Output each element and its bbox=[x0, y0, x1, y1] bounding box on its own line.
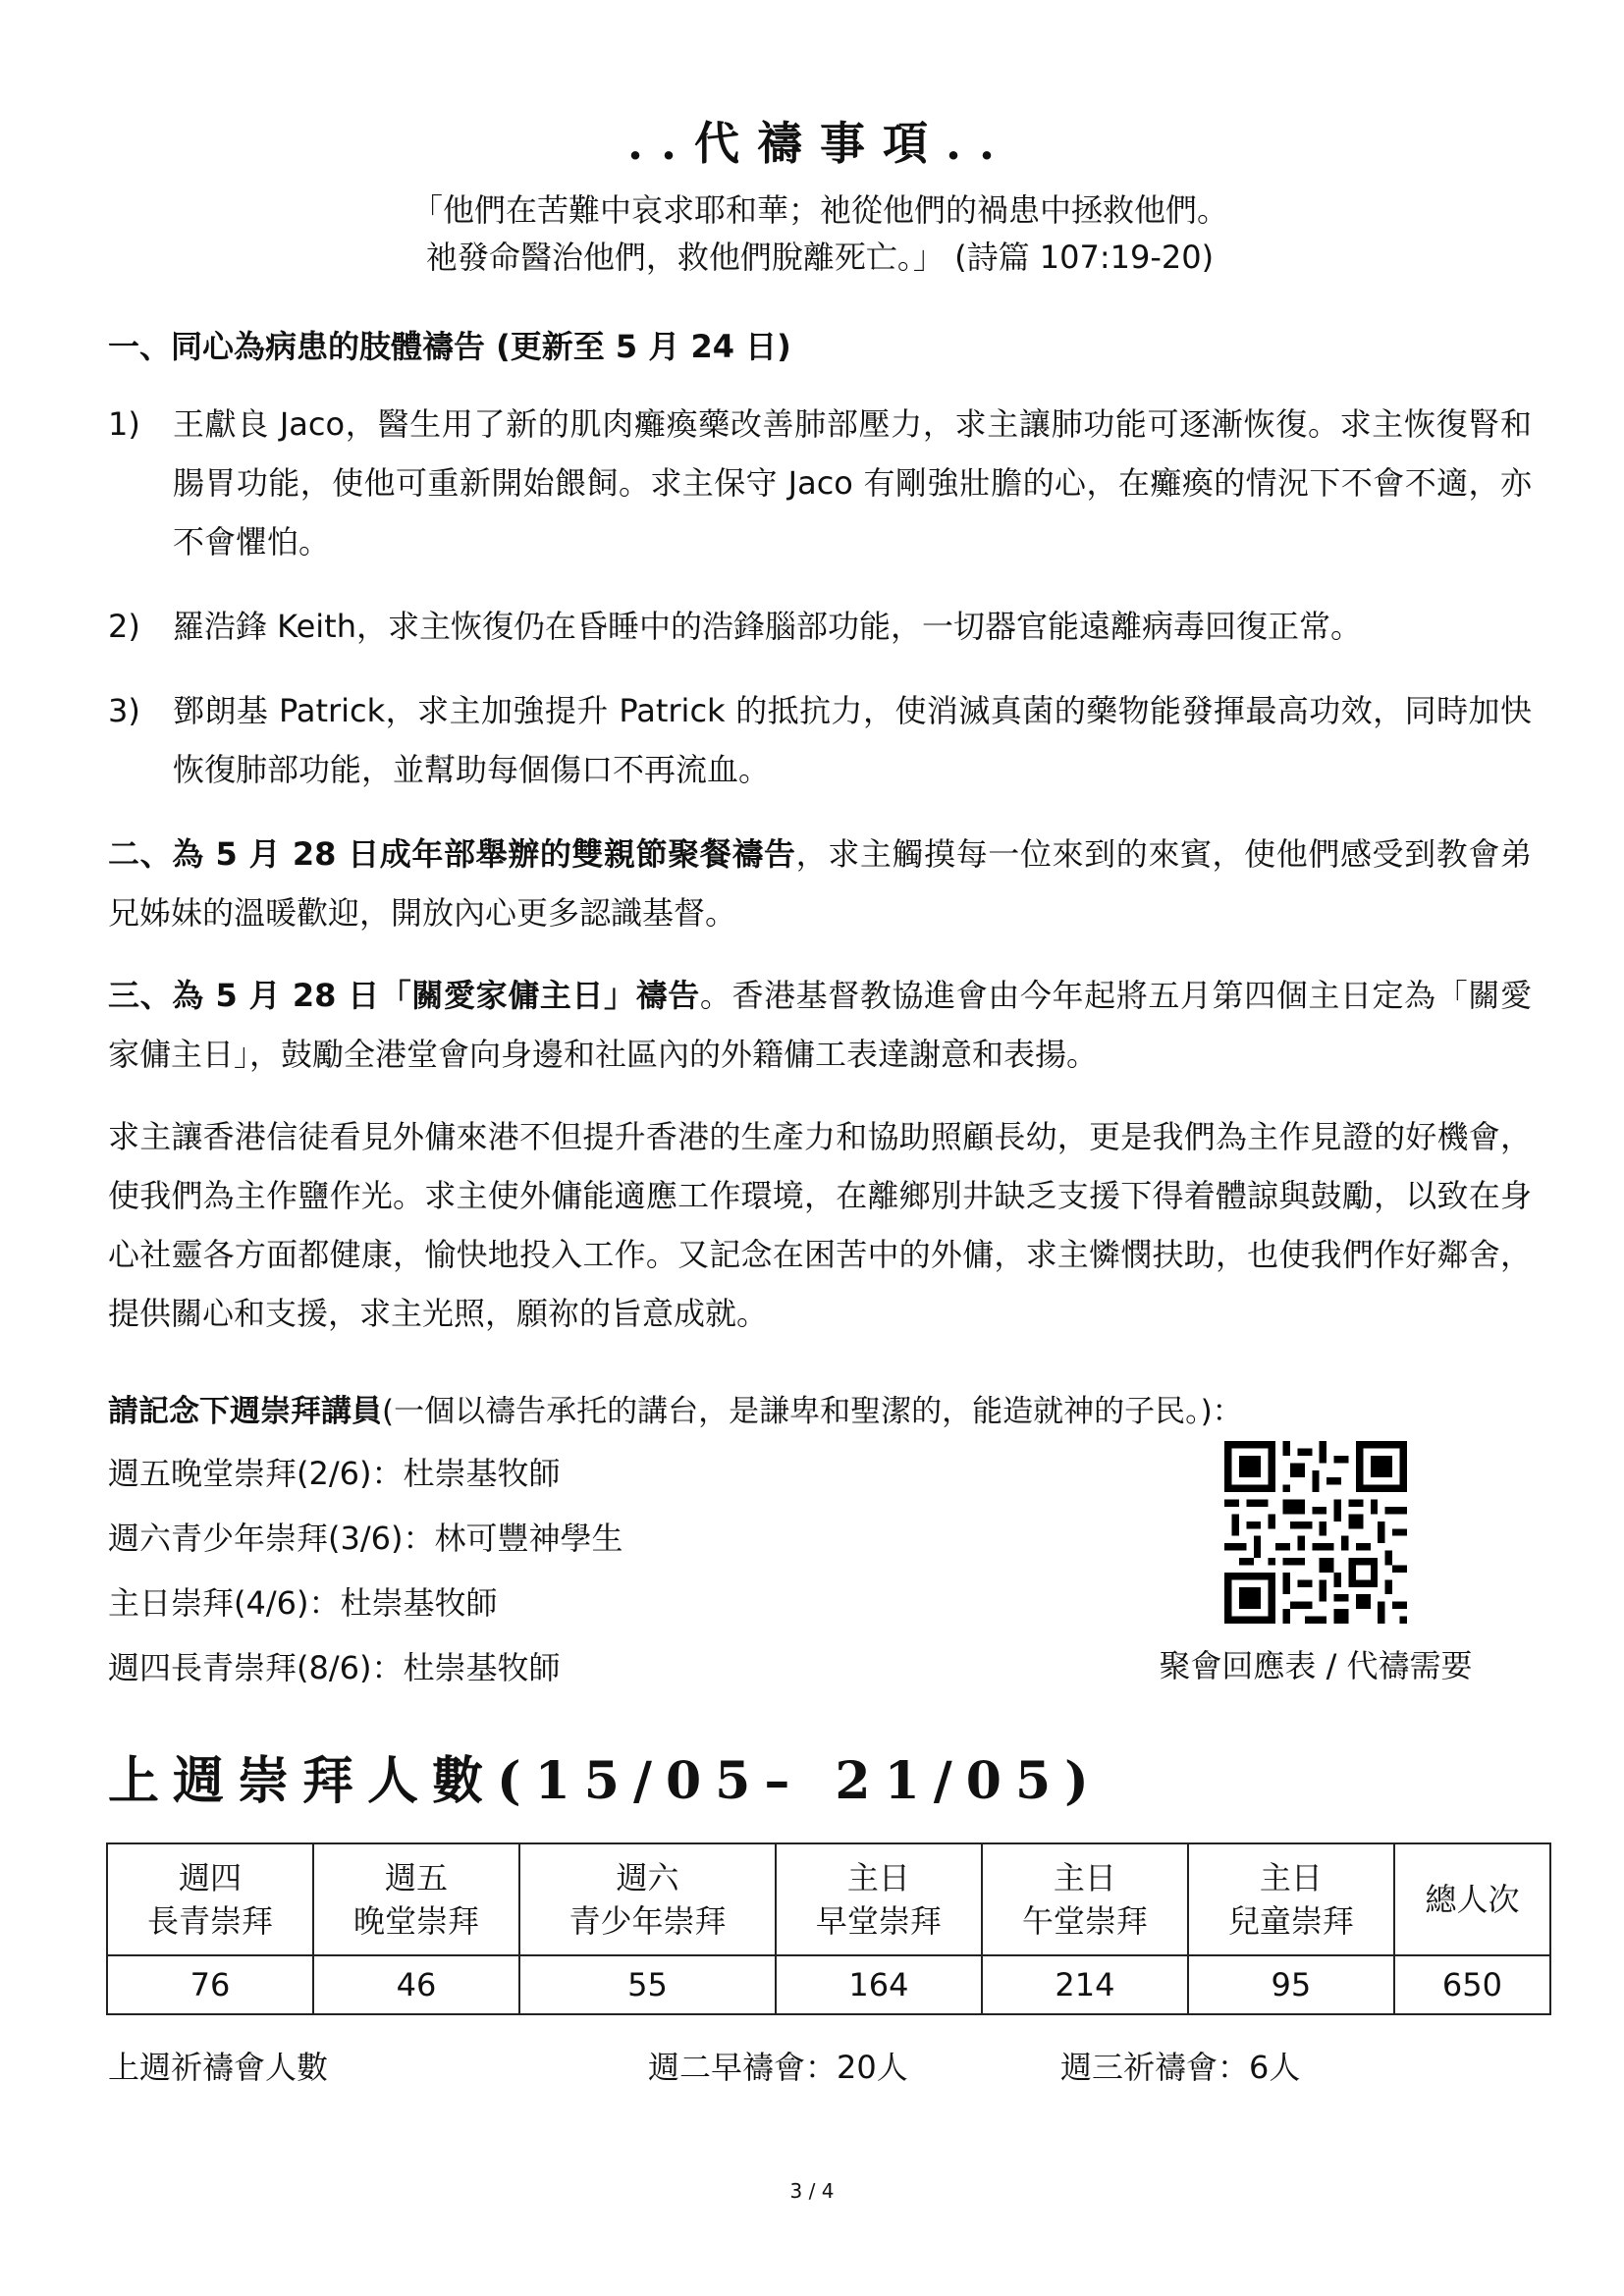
table-cell: 76 bbox=[107, 1955, 313, 2014]
wednesday-prayer-count: 週三祈禱會：6人 bbox=[1060, 2049, 1301, 2086]
speaker-line: 週四長青崇拜(8/6)：杜崇基牧師 bbox=[108, 1649, 561, 1686]
section2-text: ，求主觸摸每一位來到的來賓，使他們感受到教會弟兄姊妹的溫暖歡迎，開放內心更多認識基督。 bbox=[108, 835, 1532, 932]
item-number: 3) bbox=[108, 692, 140, 729]
section3-paragraph-2: 求主讓香港信徒看見外傭來港不但提升香港的生產力和協助照顧長幼，更是我們為主作見證的好機會，使我們為主作鹽作光。求主使外傭能適應工作環境，在離鄉別井缺乏支援下得着體諒與鼓勵，以致在身心社靈各方面都健康，愉快地投入工作。又記念在困苦中的外傭，求主憐憫扶助，也使我們作好鄰舍，提供關心和支援，求主光照，願祢的旨意成就。 bbox=[108, 1118, 1532, 1332]
attendance-table bbox=[106, 1842, 1551, 2015]
header-cell: 週四 長青崇拜 bbox=[107, 1843, 313, 1955]
list-item bbox=[108, 681, 1532, 799]
header-cell: 主日 午堂崇拜 bbox=[982, 1843, 1188, 1955]
list-item bbox=[108, 597, 1532, 656]
header-cell: 主日 兒童崇拜 bbox=[1188, 1843, 1394, 1955]
table-cell: 55 bbox=[519, 1955, 776, 2014]
table-row bbox=[107, 1955, 1550, 2014]
list-item bbox=[108, 395, 1532, 571]
item-text: 羅浩鋒 Keith，求主恢復仍在昏睡中的浩鋒腦部功能，一切器官能遠離病毒回復正常。 bbox=[173, 608, 1362, 645]
qr-caption: 聚會回應表 / 代禱需要 bbox=[1159, 1647, 1473, 1684]
section2-heading: 二、為 5 月 28 日成年部舉辦的雙親節聚餐禱告 bbox=[108, 835, 796, 873]
speakers-intro-bold: 請記念下週崇拜講員 bbox=[108, 1394, 382, 1429]
page-title: ..代禱事項.. bbox=[626, 117, 1013, 170]
page-number: 3 / 4 bbox=[789, 2179, 835, 2203]
speakers-intro-rest: (一個以禱告承托的講台，是謙卑和聖潔的，能造就神的子民。)： bbox=[382, 1394, 1243, 1429]
header-cell: 週五 晚堂崇拜 bbox=[313, 1843, 519, 1955]
prayer-meeting-counts bbox=[108, 2043, 1532, 2088]
tuesday-prayer-count: 週二早禱會：20人 bbox=[648, 2049, 908, 2086]
item-text: 王獻良 Jaco，醫生用了新的肌肉癱瘓藥改善肺部壓力，求主讓肺功能可逐漸恢復。求主恢復腎和腸胃功能，使他可重新開始餵飼。求主保守 Jaco 有剛強壯膽的心，在癱瘓的情況下不會不適，亦不會懼怕。 bbox=[173, 405, 1532, 561]
section3-paragraph bbox=[108, 966, 1532, 1084]
speakers-intro bbox=[108, 1382, 1532, 1441]
table-cell: 214 bbox=[982, 1955, 1188, 2014]
table-cell: 46 bbox=[313, 1955, 519, 2014]
item-number: 2) bbox=[108, 608, 140, 645]
header-cell: 主日 早堂崇拜 bbox=[776, 1843, 982, 1955]
section3-heading: 三、為 5 月 28 日「關愛家傭主日」禱告 bbox=[108, 977, 700, 1014]
speaker-line: 主日崇拜(4/6)：杜崇基牧師 bbox=[108, 1584, 498, 1622]
speaker-line: 週六青少年崇拜(3/6)：林可豐神學生 bbox=[108, 1520, 623, 1557]
table-header-row bbox=[107, 1843, 1550, 1955]
table-cell-total: 650 bbox=[1394, 1955, 1550, 2014]
section3-text: 。香港基督教協進會由今年起將五月第四個主日定為「關愛家傭主日」，鼓勵全港堂會向身邊和社區內的外籍傭工表達謝意和表揚。 bbox=[108, 977, 1532, 1073]
section2-paragraph bbox=[108, 825, 1532, 942]
table-cell: 164 bbox=[776, 1955, 982, 2014]
speakers-section bbox=[108, 1382, 1532, 1696]
qr-code-icon[interactable] bbox=[1224, 1441, 1407, 1624]
qr-block bbox=[1129, 1441, 1502, 1686]
verse-line-2: 祂發命醫治他們，救他們脫離死亡。」 (詩篇 107:19-20) bbox=[425, 239, 1215, 276]
header-cell: 週六 青少年崇拜 bbox=[519, 1843, 776, 1955]
table-cell: 95 bbox=[1188, 1955, 1394, 2014]
scripture-verse bbox=[108, 187, 1532, 281]
header-cell-total: 總人次 bbox=[1394, 1843, 1550, 1955]
item-number: 1) bbox=[108, 405, 140, 443]
verse-line-1: 「他們在苦難中哀求耶和華；祂從他們的禍患中拯救他們。 bbox=[410, 191, 1228, 229]
item-text: 鄧朗基 Patrick，求主加強提升 Patrick 的抵抗力，使消滅真菌的藥物能發揮最高功效，同時加快恢復肺部功能，並幫助每個傷口不再流血。 bbox=[173, 692, 1532, 788]
bulletin-page bbox=[108, 108, 1532, 2088]
section1-heading: 一、同心為病患的肢體禱告 (更新至 5 月 24 日) bbox=[108, 328, 791, 365]
speaker-line: 週五晚堂崇拜(2/6)：杜崇基牧師 bbox=[108, 1455, 561, 1492]
attendance-title: 上週崇拜人數(15/05– 21/05) bbox=[108, 1751, 1103, 1811]
prayer-meeting-label: 上週祈禱會人數 bbox=[108, 2049, 329, 2086]
patient-prayer-list bbox=[108, 395, 1532, 799]
